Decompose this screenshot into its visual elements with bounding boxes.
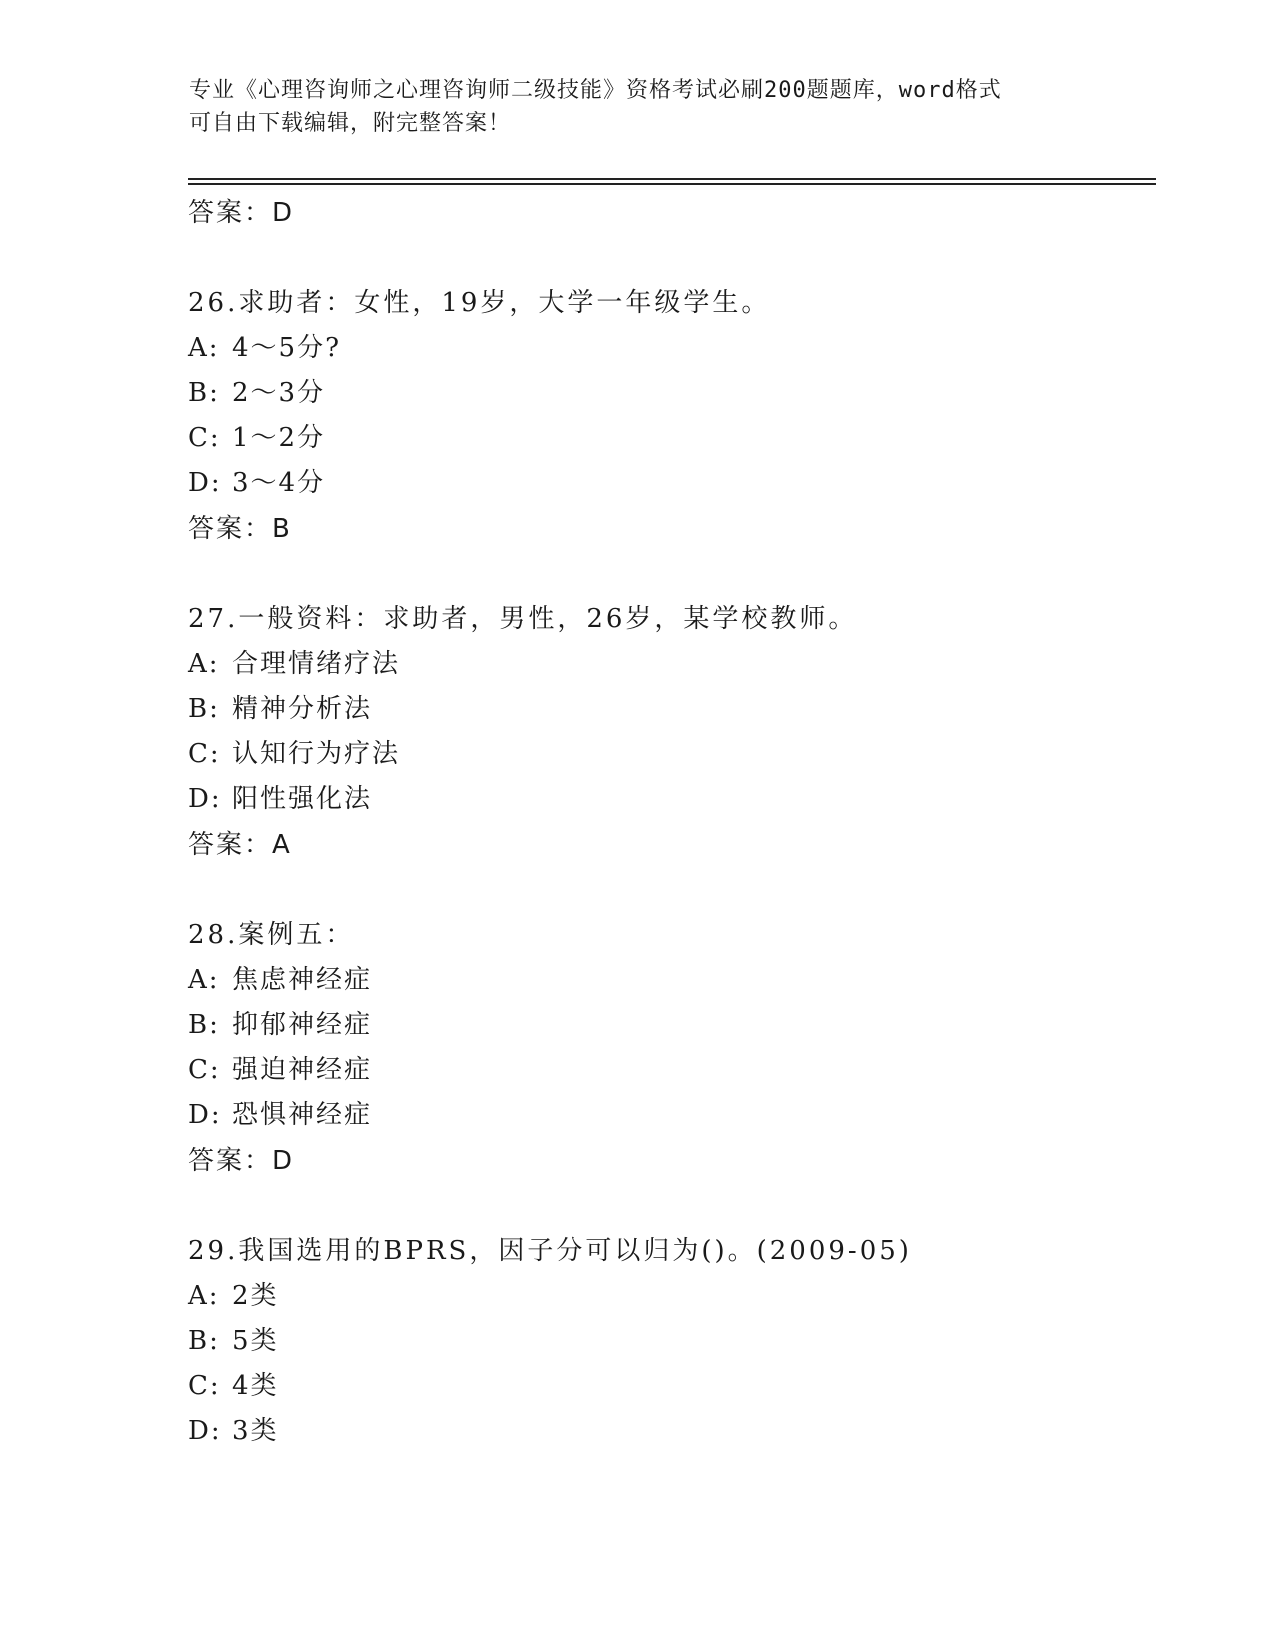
option-text: 5类: [232, 1326, 279, 1356]
option-text: 抑郁神经症: [232, 1010, 373, 1040]
question-list: [188, 190, 1148, 1454]
option-text: 2～3分: [232, 378, 326, 408]
option-c: [188, 1364, 1148, 1409]
header-line-2: 可自由下载编辑，附完整答案！: [189, 111, 512, 136]
option-text: 认知行为疗法: [232, 739, 401, 769]
option-label: A:: [188, 965, 220, 995]
option-label: A:: [188, 333, 220, 363]
question-stem: 27.一般资料：求助者，男性，26岁，某学校教师。: [188, 604, 858, 634]
option-label: D:: [188, 1100, 222, 1130]
option-a: [188, 958, 1148, 1003]
answer-line: 答案：D: [188, 1146, 295, 1176]
option-d: [188, 777, 1148, 822]
option-b: [188, 1003, 1148, 1048]
option-text: 合理情绪疗法: [232, 649, 401, 679]
option-text: 2类: [232, 1281, 279, 1311]
option-b: [188, 371, 1148, 416]
answer-line: 答案：B: [188, 514, 292, 544]
option-text: 1～2分: [232, 423, 326, 453]
option-label: C:: [188, 423, 221, 453]
option-text: 3～4分: [232, 468, 326, 498]
header-rule-top: [188, 178, 1156, 180]
option-text: 4～5分?: [232, 333, 342, 363]
answer-line: 答案：A: [188, 830, 292, 860]
option-text: 精神分析法: [232, 694, 373, 724]
option-a: [188, 1274, 1148, 1319]
answer-line: 答案：D: [188, 198, 295, 228]
option-d: [188, 461, 1148, 506]
question-28: [188, 912, 1148, 1184]
option-text: 阳性强化法: [232, 784, 373, 814]
option-label: C:: [188, 1371, 221, 1401]
option-label: D:: [188, 1416, 222, 1446]
option-a: [188, 642, 1148, 687]
option-label: B:: [188, 1326, 220, 1356]
header-rule-bottom: [188, 183, 1156, 185]
option-label: B:: [188, 694, 220, 724]
option-b: [188, 687, 1148, 732]
option-c: [188, 732, 1148, 777]
option-b: [188, 1319, 1148, 1364]
option-a: [188, 326, 1148, 371]
option-text: 恐惧神经症: [232, 1100, 373, 1130]
question-stem: 28.案例五：: [188, 920, 355, 950]
document-header: [189, 74, 1069, 140]
option-c: [188, 1048, 1148, 1093]
option-text: 4类: [232, 1371, 279, 1401]
option-label: B:: [188, 1010, 220, 1040]
question-stem: 26.求助者：女性，19岁，大学一年级学生。: [188, 288, 771, 318]
option-label: B:: [188, 378, 220, 408]
option-label: C:: [188, 739, 221, 769]
option-c: [188, 416, 1148, 461]
option-text: 3类: [232, 1416, 279, 1446]
option-label: D:: [188, 468, 222, 498]
option-label: D:: [188, 784, 222, 814]
header-line-1: 专业《心理咨询师之心理咨询师二级技能》资格考试必刷200题题库，word格式: [189, 78, 1002, 103]
option-d: [188, 1093, 1148, 1138]
option-text: 强迫神经症: [232, 1055, 373, 1085]
option-text: 焦虑神经症: [232, 965, 373, 995]
question-stem: 29.我国选用的BPRS，因子分可以归为()。(2009-05): [188, 1236, 912, 1266]
option-label: C:: [188, 1055, 221, 1085]
option-label: A:: [188, 649, 220, 679]
question-27: [188, 596, 1148, 868]
question-29: [188, 1228, 1148, 1454]
question-26: [188, 280, 1148, 552]
option-label: A:: [188, 1281, 220, 1311]
option-d: [188, 1409, 1148, 1454]
